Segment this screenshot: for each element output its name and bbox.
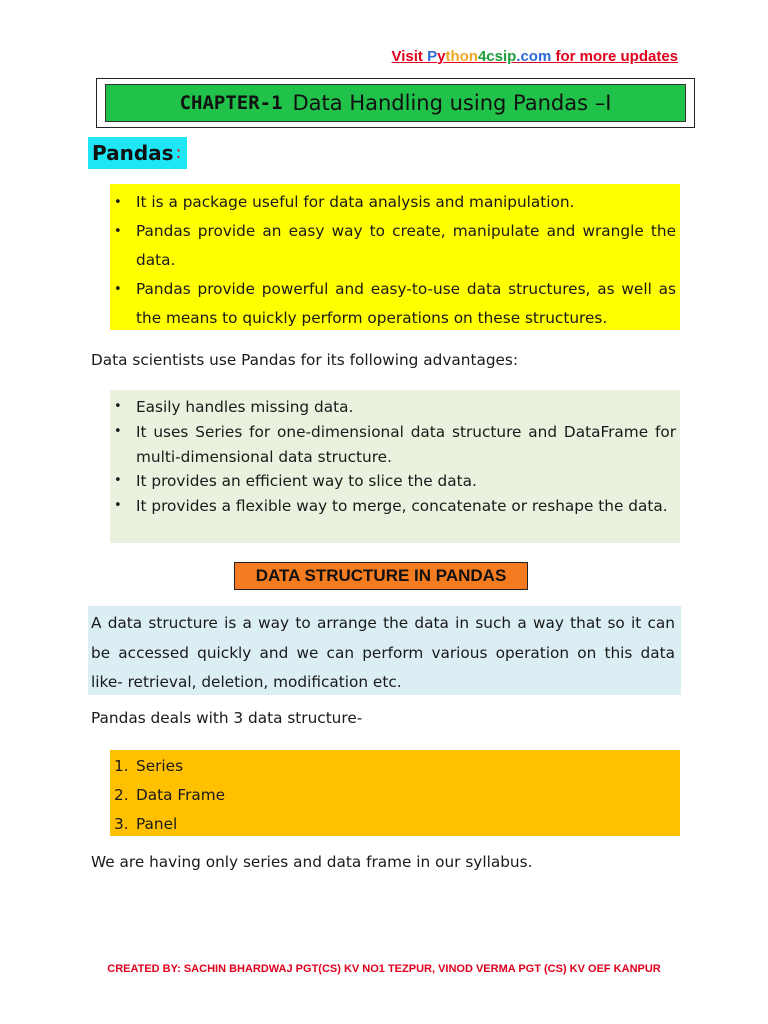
pandas-heading-colon: : [175,143,182,163]
website-link-part: P [427,48,438,65]
website-link-part: 4csip [477,48,517,65]
bullet-icon: • [114,399,122,414]
website-link-part: y [437,48,446,65]
list-item [110,810,676,839]
footer-credits: CREATED BY: SACHIN BHARDWAJ PGT(CS) KV NO1 TEZPUR, VINOD VERMA PGT (CS) KV OEF KANPUR [107,963,661,975]
list-item-text: Panel [136,815,178,833]
list-item-text: It uses Series for one-dimensional data structure and DataFrame for multi-dimensional data structure. [136,422,676,466]
list-item [110,781,676,810]
definition-text: A data structure is a way to arrange the data in such a way that so it can be accessed quickly and we can perform various operation on this data like- retrieval, deletion, modification etc. [91,614,675,691]
list-item [110,275,676,333]
section-heading: DATA STRUCTURE IN PANDAS [234,562,528,590]
website-link-part: .com [516,48,552,65]
list-item-text: Series [136,757,184,775]
list-item-text: Easily handles missing data. [136,398,354,416]
structures-list [110,752,676,839]
bullet-icon: • [114,195,122,210]
list-item-text: It provides an efficient way to slice the data. [136,472,477,491]
advantages-list [110,395,676,519]
pandas-heading-text: Pandas [92,141,174,165]
bullet-icon: • [114,498,122,514]
chapter-title: Data Handling using Pandas –I [292,91,612,115]
advantages-intro: Data scientists use Pandas for its following advantages: [91,351,519,369]
list-item [110,217,676,275]
website-link-part: for more updates [551,48,678,65]
chapter-title-frame [96,78,695,128]
intro-list [110,188,676,333]
list-item-text: Pandas provide an easy way to create, manipulate and wrangle the data. [136,222,676,269]
list-item-text: Data Frame [136,786,226,804]
syllabus-note: We are having only series and data frame in our syllabus. [91,853,533,871]
list-item [110,188,676,217]
advantages-box [110,390,680,543]
structures-box [110,750,680,836]
definition-box [88,606,681,695]
list-item [110,494,676,519]
list-item [110,420,676,470]
website-link-part: thon [445,48,478,65]
list-item-number: 2. [114,786,129,804]
bullet-icon: • [114,224,122,239]
list-item-number: 1. [114,757,129,775]
chapter-title-banner [105,84,686,122]
bullet-icon: • [114,423,122,439]
website-link-part: Visit [391,48,428,65]
bullet-icon: • [114,282,122,297]
website-link[interactable] [392,48,678,65]
list-item-number: 3. [114,815,129,833]
list-item [110,752,676,781]
list-item-text: It provides a flexible way to merge, concatenate or reshape the data. [136,497,668,516]
structures-intro: Pandas deals with 3 data structure- [91,709,363,727]
list-item [110,395,676,420]
chapter-number: CHAPTER-1 [179,92,283,114]
list-item [110,469,676,494]
bullet-icon: • [114,473,122,489]
list-item-text: It is a package useful for data analysis and manipulation. [136,193,575,211]
intro-box [110,184,680,330]
list-item-text: Pandas provide powerful and easy-to-use data structures, as well as the means to quickly perform operations on these structures. [136,280,676,327]
pandas-heading [88,137,187,169]
